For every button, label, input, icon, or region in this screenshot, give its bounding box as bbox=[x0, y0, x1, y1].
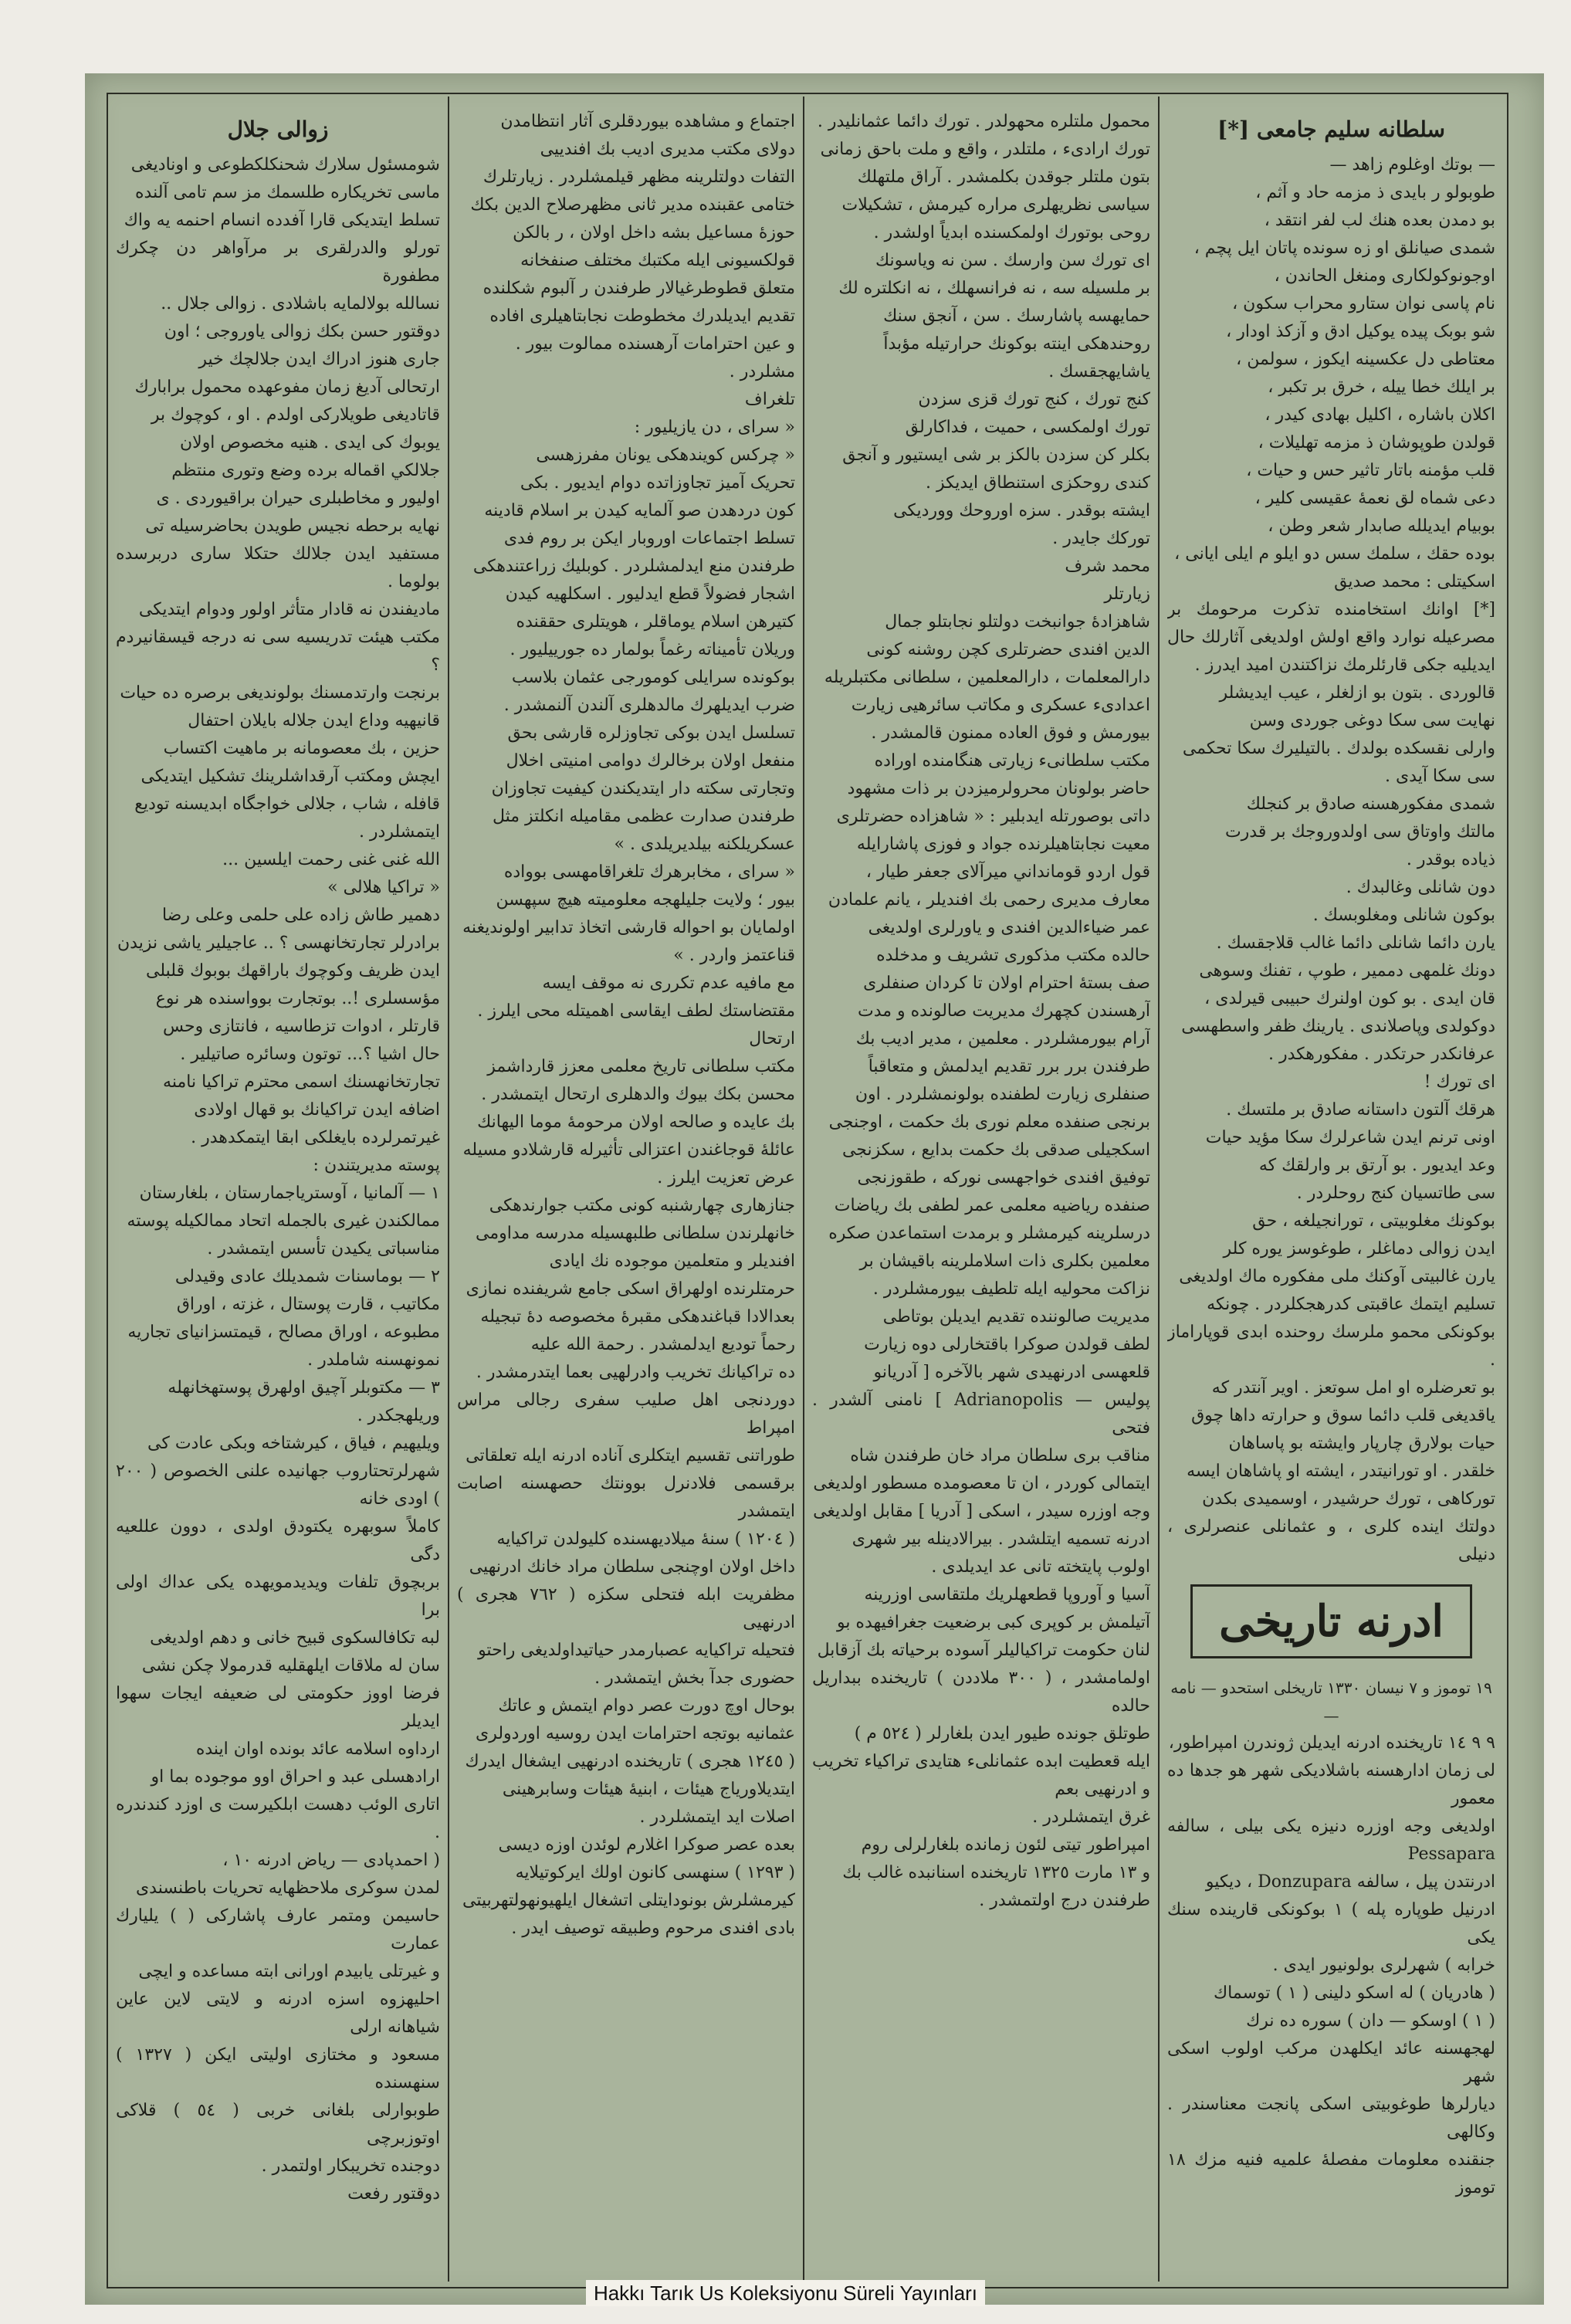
text-line: معارف مدیری رحمی بك افندیلر ، یانم علمادن bbox=[828, 890, 1150, 910]
text-line: بر ملسیله سه ، نه فرانسهلك ، نه انكلتره لك bbox=[838, 279, 1150, 298]
text-line: دون شانلی وغالبدك . bbox=[1346, 878, 1495, 897]
text-line: جلالکي اقماله برده وضع وتوری منتظم bbox=[171, 461, 440, 480]
text-line: شومسئول سلارك شحنکلکطوعی و اونادیغی bbox=[130, 155, 440, 174]
text-line: داخل اولان اوچنجی سلطان مراد خانك ادرنهیی bbox=[469, 1557, 795, 1577]
text-line: بیورمش و فوق العاده ممنون قالمشدر . bbox=[871, 723, 1150, 743]
text-line: فرضا اووز حکومتی لی ضعیفه ایجات سهوا ایدیلر bbox=[116, 1684, 440, 1731]
text-line: اشجار فضولاً قطع ایدلیور . اسکلهیه کیدن bbox=[505, 584, 795, 604]
column-4-text bbox=[812, 108, 1150, 1915]
text-line: بوبیام ایدیلله صابدار شعر وطن ، bbox=[1268, 517, 1495, 536]
column-rule bbox=[803, 97, 804, 2282]
text-line: قولدن طوپوشان ذ مزمه تهلیلات ، bbox=[1258, 433, 1495, 452]
text-line: دوقتور رفعت bbox=[347, 2184, 440, 2204]
text-line: اصلات اید ایتمشلردر . bbox=[639, 1807, 795, 1827]
text-line: حزین ، بك معصومانه بر ماهیت اکتساب bbox=[163, 739, 440, 758]
text-line: قلب مؤمنه باتار تاثیر حس و حیات ، bbox=[1246, 461, 1495, 480]
text-line: نزاکت محولیه ایله تلطیف بیورمشلردر . bbox=[872, 1279, 1150, 1299]
text-line: طرفندن منع ایدلمشلردر . کوبلیك زراعتندهکی bbox=[472, 557, 795, 576]
text-line: ادرنه تسمیه ایتلشدر . بیرالادینله بیر شهری bbox=[852, 1530, 1150, 1549]
text-line: قاتادیغی طویلارکی اولدم . او ، کوچوك بر bbox=[151, 405, 440, 425]
text-line: جاری هنوز ادراك ایدن جلالچك خیر bbox=[198, 350, 440, 369]
text-line: تورك اولمکسی ، حمیت ، فداکارلق bbox=[905, 418, 1150, 437]
text-line: ارادهسلی عبد و احراق اوو موجوده بما او bbox=[151, 1767, 440, 1787]
text-line: ارداوه اسلامه عائد بونده اوان اینده bbox=[195, 1740, 440, 1759]
text-line: دهمیر طاش زاده علی حلمی وعلی رضا bbox=[161, 906, 440, 925]
text-line: « سرای ، مخابرهرك تلغراقامهسی بوواده bbox=[503, 862, 795, 882]
text-line: ضرب ایدیلهرك مالدهلری آلندن آلنمشدر . bbox=[503, 696, 795, 715]
text-line: تلغراف bbox=[744, 390, 795, 409]
text-line: رحماً توديع ایدلمشدر . رحمة الله علیه bbox=[530, 1335, 795, 1354]
text-line: ارتحال bbox=[749, 1029, 795, 1049]
text-line: قلعهسی ادرنهیدی شهر بالآخره [ آدریانو bbox=[873, 1363, 1150, 1382]
text-line: لبه تکافالسکوی قبیح خانی و دهم اولدیغی bbox=[150, 1628, 440, 1648]
text-line: شمدی مفکورهسنه صادق بر کنجلك bbox=[1246, 794, 1495, 814]
column-2 bbox=[116, 108, 440, 2262]
text-line: مناسباتی یکیدن تأسس ایتمشدر . bbox=[207, 1239, 440, 1259]
text-line: کندی روحکزی استنطاق ایدیکز . bbox=[925, 473, 1150, 493]
text-line: ماسی تخریکاره طلسمك مز سم تامی آلنده bbox=[135, 183, 440, 202]
text-line: کاملاً سوبهره یکتودق اولدی ، دوون عللعیه دگی bbox=[116, 1517, 440, 1564]
text-line: مستفید ایدن جلالك حتکلا ساری دربرسده بولوما . bbox=[116, 544, 440, 591]
text-line: فتحیله تراکیایه عصبارمدر حیاتیداولدیغی راحتو bbox=[478, 1641, 795, 1660]
text-line: اولدیغی وجه اوزره دنیزه یکی بیلی ، سالفه Pessapara bbox=[1167, 1817, 1495, 1864]
text-line: خرابه ) شهرلری بولونیور ایدی . bbox=[1272, 1956, 1495, 1975]
text-line: مدیریت صالوننده تقدیم ایدیلن بوتاطی bbox=[882, 1307, 1150, 1326]
text-line: صنفده ریاضیه معلمی عمر لطفی بك ریاضات bbox=[834, 1196, 1150, 1215]
text-line: روحی بوتورك اولمكسنده ابدیاً اولشدر . bbox=[873, 223, 1150, 242]
edirne-history-subtitle: ١٩ توموز و ٧ نیسان ١٣٣٠ تاریخلی استحدو — نامه — bbox=[1170, 1679, 1492, 1725]
text-line: الله غنی غنی رحمت ایلسین ... bbox=[222, 850, 440, 869]
text-line: — بوتك اوغلوم زاهد — bbox=[1329, 155, 1495, 174]
text-line: جنقنده معلومات مفصلهٔ علمیه فنیه مزك ١٨ توموز bbox=[1167, 2150, 1495, 2197]
text-line: طوراتنی تقسیم ایتکلری آناده ادرنه ایله تعلقاتی bbox=[466, 1446, 795, 1465]
text-line: محسن بکك بیوك والدهلری ارتحال ایتمشدر . bbox=[481, 1085, 795, 1104]
text-line: سی سکا آیدی . bbox=[1384, 767, 1495, 786]
text-line: مکتب هیئت تدریسیه سی نه درجه قیسقانیردم ؟ bbox=[116, 628, 440, 675]
text-line: مع مافیه عدم تکرری نه موقف ایسه bbox=[542, 974, 795, 993]
text-line: بعدالادا قباغندهکی مقبرهٔ مخصوصه دهٔ تبجیله bbox=[480, 1307, 795, 1326]
column-5-text-b bbox=[1167, 1729, 1495, 2202]
text-line: طوبوارلی بلغانی خربی ( ٥٤ ) قلاکی اوتوزبرچی bbox=[116, 2101, 440, 2148]
text-line: ٣ — مکتوبلر آچیق اولهرق پوستهخانهله bbox=[168, 1378, 440, 1397]
text-line: مکتب سلطانیء زیارتی هنگامنده اوراده bbox=[874, 751, 1150, 771]
text-line: ده تراکیانك تخریب وادرلهیی بعما ایتدرمشدر . bbox=[476, 1363, 795, 1382]
text-line: ختامی عقبنده مدیر ثانی مظهرصلاح الدین بکك bbox=[470, 195, 795, 215]
text-line: افندیلر و متعلمین موجوده نك ایادی bbox=[549, 1252, 795, 1271]
text-line: کیرمشلرش بونودایتلی اتشغال ایلهیونهولتهربیتی bbox=[462, 1891, 795, 1910]
text-line: اولمامشدر ، ( ٣٠٠ ملاددن ) تاریخنده ببداریل حالده bbox=[812, 1668, 1150, 1716]
text-line: ٩ ٩ ١٤ تاریخنده ادرنه ایدیلن ژوندرن امپراطور، bbox=[1168, 1733, 1495, 1753]
text-line: برنجی صنفده معلم نوری بك حکمت ، اوجنجی bbox=[828, 1113, 1150, 1132]
text-line: و ١٣ مارت ١٣٢٥ تاریخنده اسنانبده غالب بك bbox=[842, 1863, 1150, 1882]
text-line: شهرلرتحتاروب جهانیده علنی الخصوص ( ٢٠٠ ) اودی خانه bbox=[116, 1462, 440, 1509]
text-line: بتون ملتلر جوقدن بکلمشدر . آراق ملتهلك bbox=[857, 168, 1150, 187]
text-line: عثمانیه بوتجه احترامات ایدن روسیه اوردولری bbox=[475, 1724, 795, 1743]
text-line: ممالکندن غیری بالجمله اتحاد ممالکیله پوسته bbox=[127, 1211, 440, 1231]
text-line: وتجارتی سکته دار ایتدیکندن کیفیت تجاوزان bbox=[491, 779, 795, 798]
text-line: اولوب پایتخته تانی عد ایدیلدی . bbox=[931, 1557, 1150, 1577]
text-line: نام پاسی نوان ستارو محراب سکون ، bbox=[1232, 294, 1495, 313]
text-line: احلیهزوه اسزه ادرنه و لایتی لاین عاین شیاهانه ارلی bbox=[116, 1990, 440, 2037]
text-line: بوحال اوچ دورت عصر دوام ایتمش و عاتك bbox=[498, 1696, 795, 1716]
column-3-text bbox=[457, 108, 795, 1943]
text-line: عائلهٔ قوجاغندن اعتزالی تأثیرله قارشلادو مسیله bbox=[462, 1140, 795, 1160]
column-5 bbox=[1167, 108, 1495, 2262]
text-line: ای تورك ! bbox=[1424, 1072, 1495, 1092]
text-line: عمر ضیاءالدین افندی و یاورلری اولدیغی bbox=[868, 918, 1150, 937]
text-line: ( ١ ) اوسکو — دان ) سوره ده نرك bbox=[1246, 2011, 1495, 2031]
text-line: لمدن سوکری ملاحظهایه تحریات باطنسندی bbox=[135, 1879, 440, 1898]
text-line: حوزهٔ مساعیل بشه داخل اولان ، ر بالكن bbox=[513, 223, 795, 242]
text-line: مسعود و مختازی اولیتی ایکن ( ١٣٢٧ ) سنهسنده bbox=[116, 2045, 440, 2092]
text-line: پوسته مدیریتندن : bbox=[313, 1156, 440, 1175]
text-line: اجتماع و مشاهده بیوردقلری آثار انتظامدن bbox=[500, 112, 795, 131]
text-line: لطف قولدن صوکرا باقتخارلی دوه زیارت bbox=[864, 1335, 1150, 1354]
text-line: یاشایهجقسك . bbox=[1048, 362, 1150, 381]
text-line: ذیاده بوقدر . bbox=[1406, 850, 1495, 869]
text-line: ٢ — بوماسنات شمدیلك عادی وقیدلی bbox=[174, 1267, 440, 1286]
text-line: زیارتلر bbox=[1104, 584, 1150, 604]
text-line: کنج تورك ، کنج تورك قزی سزدن bbox=[918, 390, 1150, 409]
text-line: « سرای ، دن یازیلیور : bbox=[634, 418, 795, 437]
text-line: یارن غالبیتی آوكنك ملی مفکوره ماك اولدیغی bbox=[1179, 1267, 1495, 1286]
text-line: التفات دولتلرینه مظهر قیلمشلردر . زیارتلرك bbox=[482, 168, 795, 187]
text-line: وریلان تأمیناته رغماً بولمار ده جورییلیور . bbox=[510, 640, 795, 659]
collection-footer-text: Hakkı Tarık Us Koleksiyonu Süreli Yayınları bbox=[586, 2280, 985, 2306]
text-line: قالوردی . بتون بو ازلغلر ، عیب ایدیشلر bbox=[1219, 683, 1495, 703]
text-line: نهایت سی سکا دوغی جوردی وسن bbox=[1249, 711, 1495, 730]
text-line: صف بستهٔ احترام اولان تا کردان صنفلری bbox=[863, 974, 1150, 993]
text-line: ادرنتدن پیل ، سالفه Donzupara ، دیکیو bbox=[1205, 1872, 1495, 1892]
text-line: خلقدر . او تورانیتدر ، ایشته او پاشاهان ایسه bbox=[1187, 1462, 1495, 1481]
text-line: سی طاتسیان کنج روحلردر . bbox=[1296, 1184, 1495, 1203]
text-line: بو دمدن بعده هنك لب لفر انتقد ، bbox=[1264, 211, 1495, 230]
text-line: آرهسندن کچهرك مدیریت صالونده و مدت bbox=[858, 1001, 1150, 1021]
text-line: حیات بولارق چارپار وایشته بو پاساهان bbox=[1228, 1434, 1495, 1453]
text-line: یاقدیغی قلب دائما سوق و حرارته داها چوق bbox=[1191, 1406, 1495, 1425]
column-4 bbox=[812, 108, 1150, 2262]
text-line: حاسیمن ومتمر عارف پاشارکی ( ) یلیارك عمارت bbox=[116, 1906, 440, 1953]
text-line: معلمین بکلری ذات اسلاملرینه باقیشان بر bbox=[859, 1252, 1150, 1271]
text-line: اوجونوکولکاری ومنغل الحاندن ، bbox=[1274, 266, 1495, 286]
text-line: الدین افندی حضرتلری کچن روشنه کونی bbox=[866, 640, 1150, 659]
text-line: اکلان باشاره ، اكلیل بهادی کیدر ، bbox=[1265, 405, 1495, 425]
text-line: محمول ملتلره محهولدر . تورك دائما عثمانلیدر . bbox=[817, 112, 1150, 131]
text-line: طرفندن برر برر تقدیم ایدلمش و متعاقباً bbox=[868, 1057, 1150, 1076]
text-line: بوکونده سرایلی کومورجی عثمان بلاسب bbox=[511, 668, 795, 687]
edirne-history-title: ادرنه تاریخی bbox=[1190, 1584, 1472, 1658]
text-line: نهایه برحطه نجیس طویدن بحاضرسیله تی bbox=[145, 517, 440, 536]
text-line: تورلو والدرلقری بر مرآواهر دن چکرك مطفورة bbox=[116, 239, 440, 286]
text-line: مکاتیب ، قارت پوستال ، غزته ، اوراق bbox=[176, 1295, 440, 1314]
text-line: درسلرینه کیرمشلر و برمدت استماعدن صکره bbox=[828, 1224, 1150, 1243]
text-line: تجارتخانهسنك اسمی محترم تراکیا نامنه bbox=[163, 1072, 440, 1092]
text-line: ایتدیلاوریاج هیئات ، ابنیهٔ هیئات وسابرهینی bbox=[502, 1780, 795, 1799]
text-line: حالده مکتب مذکوری تشریف و مدخلده bbox=[876, 946, 1150, 965]
column-3 bbox=[457, 108, 795, 2262]
text-line: یارن دائما شانلی دائما غالب قلاجقسك . bbox=[1216, 933, 1495, 953]
text-line: قول اردو قومانداني میرآلای جعفر طیار ، bbox=[865, 862, 1150, 882]
text-line: اونی ترنم ایدن شاعرلرك سکا مؤید حیات bbox=[1205, 1128, 1495, 1147]
text-line: « چرکس کویندهکی یونان مفرزهسی bbox=[536, 445, 795, 465]
text-line: و غیرتلی یابیدم اورانی ابته مساعده و ایچی bbox=[138, 1962, 440, 1981]
text-line: نمونهسنه شاملدر . bbox=[307, 1350, 440, 1370]
text-line: وعد ایدیور . بو آرتق بر وارلقك كه bbox=[1258, 1156, 1495, 1175]
text-line: ( ١٢٤٥ هجری ) تاریخنده ادرنهیی ایشغال ایدرك bbox=[465, 1752, 795, 1771]
column-5-text bbox=[1167, 151, 1495, 1569]
text-line: شمدی صیانلق او زه سونده پاتان ایل پچم ، bbox=[1193, 239, 1495, 258]
text-line: اولیور و مخاطبلری حیران براقیوردی . ی bbox=[156, 489, 440, 508]
text-line: ایشته بوقدر . سزه اوروحك ووردیكی bbox=[893, 501, 1150, 520]
text-line: شو بوبک پیده یوکیل ادق و آزكذ اودار ، bbox=[1226, 322, 1495, 341]
text-line: معتاطی دل عکسینه ایکوز ، سولمن ، bbox=[1236, 350, 1495, 369]
text-line: بوده حقك ، سلمك سس دو ایلو م ایلی ایانی ، bbox=[1174, 544, 1495, 564]
text-line: بر ایلك خطا ییله ، خرق بر تکبر ، bbox=[1268, 378, 1495, 397]
text-line: [*] اوانك استخامنده تذكرت مرحومك بر مصرعیله نوارد واقع اولش اولدیغی آثارلك حال ایدیلیه جكی قارئلرمك نزاكتندن امید ایدرز . bbox=[1167, 600, 1495, 675]
text-line: طوتلق جونده طیور ایدن بلغارلر ( ٥٢٤ م ) bbox=[854, 1724, 1150, 1743]
text-line: اسکیتلی : محمد صدیق bbox=[1334, 572, 1495, 591]
text-line: شاهزادهٔ جوانبخت دولتلو نجابتلو جمال bbox=[885, 612, 1150, 632]
text-line: ایدن ظریف وکوچوك باراقهك بوبوك قلبلی bbox=[146, 961, 440, 981]
text-line: عرض تعزیت ایلرز . bbox=[657, 1168, 795, 1187]
text-line: مطبوعه ، اوراق مصالح ، قیمتسزانیای تجاریه bbox=[127, 1323, 440, 1342]
text-line: تورکك جایدر . bbox=[1052, 529, 1150, 548]
text-line: پولیس — Adrianopolis ] نامنی آلشدر . فتحی bbox=[812, 1391, 1150, 1438]
text-line: برنجت وارتدمسنك بولوندیغی برصره ده حیات bbox=[120, 683, 440, 703]
text-line: دونك غلمهی دممیر ، طوپ ، تفنك وسوهی bbox=[1199, 961, 1495, 981]
text-line: امپراطور تیتی لئون زمانده بلغارلرلی روم bbox=[861, 1835, 1150, 1855]
column-2-text bbox=[116, 151, 440, 2208]
text-line: وریلهجکدر . bbox=[357, 1406, 440, 1425]
text-line: مشلردر . bbox=[729, 362, 795, 381]
text-line: بوکونك مغلوبیتی ، تورانجیلغه ، حق bbox=[1252, 1211, 1495, 1231]
text-line: دوقتور حسن بکك زوالی یاوروجی ؛ اون bbox=[164, 322, 440, 341]
text-line: ایدن زوالی دماغلر ، طوغوسز یوره كلر bbox=[1223, 1239, 1495, 1259]
text-line: داتی بوصورتله ایدبلیر : « شاهزاده حضرتلری bbox=[836, 807, 1150, 826]
text-line: بوکون شانلی ومغلوبسك . bbox=[1312, 906, 1495, 925]
text-line: آرام بیورمشلردر . معلمین ، مدیر ادیب بك bbox=[855, 1029, 1150, 1049]
text-line: مقتضاستك لطف ایقاسی اهمیتله محی ایلرز . bbox=[477, 1001, 795, 1021]
text-line: نسالله بولالمایه باشلادی . زوالی جلال .. bbox=[161, 294, 440, 313]
text-line: آتیلمش بر کوپری کبی برضعیت جغرافیهده بو bbox=[836, 1613, 1150, 1632]
text-line: بو تعرضلره او امل سوتعز . اویر آنتدر که bbox=[1211, 1378, 1495, 1397]
text-line: وارلی نقسکده بولدك . بالتیلیرك سکا تحکمی bbox=[1182, 739, 1495, 758]
text-line: معیت نجابتاهیلرنده جواد و فوزی پاشارایله bbox=[856, 835, 1150, 854]
text-line: مظفریت ابله فتحلی سکزه ( ٧٦٢ هجری ) ادرنهیی bbox=[457, 1585, 795, 1632]
text-line: طرفندن درج اولتمشدر . bbox=[979, 1891, 1150, 1910]
text-line: دعی شماه لق نعمهٔ عقیسی کلیر ، bbox=[1254, 489, 1495, 508]
text-line: ایتمشلردر . bbox=[358, 822, 440, 842]
text-line: تورك ارادیء ، ملتلدر ، واقع و ملت باحق زمانی bbox=[820, 140, 1150, 159]
text-line: بربچوق تلفات ویدیدمویهده یکی عداك اولی برا bbox=[116, 1573, 440, 1620]
text-line: حمایهسه پاشارسك . سن ، آنجق سنك bbox=[883, 307, 1150, 326]
text-line: خانهلرندن سلطانی طلبهسیله مدرسه مداومی bbox=[475, 1224, 795, 1243]
text-line: برادرلر تجارتخانهسی ؟ .. عاجیلیر یاشی نزیدن bbox=[117, 933, 440, 953]
text-line: ١ — آلمانیا ، آوستریاجمارستان ، بلغارستان bbox=[139, 1184, 440, 1203]
text-line: کون دردهدن صو آلمایه کیدن بر اسلام قادینه bbox=[484, 501, 795, 520]
text-line: مکتب سلطانی تاریخ معلمی معزز قارداشمز bbox=[487, 1057, 795, 1076]
text-line: حضوری جدآ بخش ایتمشدر . bbox=[594, 1668, 795, 1688]
text-line: ویلیهیم ، فیاق ، کیرشتاخه وبکی عادت کی bbox=[147, 1434, 440, 1453]
text-line: ( احمدپادی — ریاض ادرنه ١٠ ، bbox=[222, 1851, 440, 1870]
text-line: قناعتمز واردر . » bbox=[673, 946, 795, 965]
text-line: ( ١٢٠٤ ) سنهٔ میلادیهسنده کلیولدن تراکیایه bbox=[496, 1530, 795, 1549]
text-line: اتاری الوئب دهست ابلکیرست ی اوزد کندندره . bbox=[116, 1795, 440, 1842]
text-line: غیرتمرلرده بایغلکی ابقا ایتمکدهدر . bbox=[191, 1128, 440, 1147]
text-line: دوردنجی اهل صلیب سفری رجالی مراس امپراط bbox=[457, 1391, 795, 1438]
text-line: صنفلری زیارت لطفنده بولونمشلردر . اون bbox=[855, 1085, 1150, 1104]
text-line: هرقك آلتون داستانه صادق بر ملتسك . bbox=[1226, 1100, 1495, 1120]
text-line: تسلیم ایتمك عاقبتی کدرهجکلردر . چونکه bbox=[1207, 1295, 1495, 1314]
text-line: بیور ؛ ولایت جلیلهجه معلومیته هیچ سپهسن bbox=[496, 890, 795, 910]
text-line: حرمتلرنده اولهراق اسکی جامع شریفنده نمازی bbox=[466, 1279, 795, 1299]
text-line: اسکجیلی صدقی بك حکمت بدایع ، سکزنجی bbox=[841, 1140, 1150, 1160]
text-line: محمد شرف bbox=[1065, 557, 1150, 576]
text-line: آسیا و آوروپا قطعهلریك ملتقاسی اوزرینه bbox=[864, 1585, 1150, 1604]
text-line: مؤسسلری !.. بوتجارت بوواسنده هر نوع bbox=[155, 989, 440, 1008]
text-line: حاضر بولونان محرولرمیزدن بر ذات مشهود bbox=[847, 779, 1150, 798]
text-line: قان ایدی . بو کون اولنرك حبیبی قیرلدی ، bbox=[1204, 989, 1495, 1008]
text-line: « تراکیا هلالی » bbox=[327, 878, 440, 897]
text-line: سیاسی نظریهلری مراره کیرمش ، تشکیلات bbox=[841, 195, 1150, 215]
text-line: اولمایان بو احواله قارشی اتخاذ تدابیر اولوندیغنه bbox=[462, 918, 795, 937]
text-line: تحریک آمیز تجاوزاتده دوام ایدیور . بکی bbox=[520, 473, 795, 493]
text-line: دولتك اینده کلری ، و عثمانلی عنصرلری ، دنیلی bbox=[1167, 1517, 1495, 1564]
text-line: دولای مکتب مدیری ادیب بك افندییی bbox=[540, 140, 795, 159]
text-line: بك عایده و صالحه اولان مرحومهٔ موما الیهانك bbox=[477, 1113, 795, 1132]
text-line: ( ١٢٩٣ ) سنهسی کانون اولك ایرکوتیلایه bbox=[515, 1863, 795, 1882]
text-line: ای تورك سن وارسك . سن نه ویاسونك bbox=[875, 251, 1150, 270]
text-line: تورکاهی ، تورك حرشیدر ، اوسمیدی بکدن bbox=[1202, 1489, 1495, 1509]
text-line: کتیرهن اسلام یوماقلر ، هویتلری حققنده bbox=[516, 612, 795, 632]
text-line: بکلر كن سزدن بالکز بر شی ایستیور و آنجق bbox=[842, 445, 1150, 465]
text-line: دیارلرها طوغوبیتی اسکی پانجت معناسندر . وکالهی bbox=[1167, 2095, 1495, 2142]
text-line: یوبوك کی ایدی . هنیه مخصوص اولان bbox=[179, 433, 440, 452]
text-line: روحندهكی اینته بوکونك حرارتیله مؤبداً bbox=[883, 334, 1150, 354]
text-line: بعده عصر صوکرا اغلارم لوئدن اوزه دیسی bbox=[498, 1835, 795, 1855]
text-line: قولکسیونی ایله مکتبك مختلف صنفخانه bbox=[520, 251, 795, 270]
text-line: متعلق قطوطرغیالار طرفندن ر آلبوم شکلنده bbox=[482, 279, 795, 298]
text-line: و عین احترامات آرهسنده ممالوت بیور . bbox=[515, 334, 795, 354]
text-line: تسلسل ایدن بوکی تجاوزلره قارشی بحق bbox=[507, 723, 795, 743]
text-line: بوکونکی محمو ملرسك روحنده ابدی قوپاراماز . bbox=[1167, 1323, 1495, 1370]
text-line: دارالمعلمات ، دارالمعلمین ، سلطانی مکتبلریله bbox=[824, 668, 1150, 687]
text-line: منفعل اولان برخالرك دوامی امنیتی اخلال bbox=[506, 751, 795, 771]
text-line: ایچش ومکتب آرقداشلرینك تشکیل ایتدیکی bbox=[141, 767, 440, 786]
column-rule bbox=[448, 97, 449, 2282]
text-line: تسلط ایتدیکی قارا آفدده انسام احنمه یه واك bbox=[124, 211, 440, 230]
text-line: تسلط اجتماعات اوروبار ایکن بر روم فدی bbox=[503, 529, 795, 548]
text-line: توفیق افندی خواجهسی نورکه ، طقوزنجی bbox=[857, 1168, 1150, 1187]
text-line: جنازهاری چهارشنبه کونی مکتب جوارندهکی bbox=[489, 1196, 795, 1215]
text-line: مادیفندن نه قادار متأثر اولور ودوام ایتدیکی bbox=[138, 600, 440, 619]
collection-watermark bbox=[0, 2282, 1571, 2305]
text-line: وجه اوزره سیدر ، اسکی [ آدریا ] مقابل اولدیغی bbox=[813, 1502, 1150, 1521]
text-line: ادرنیل طوپاره پله ) ١ بوکونکی قارینده سنك یکی bbox=[1167, 1900, 1495, 1947]
text-line: دوکولدی وپاصلاندی . یارینك ظفر واسطهسی bbox=[1181, 1017, 1495, 1036]
text-line: دوجنده تخریبکار اولتمدر . bbox=[261, 2156, 440, 2176]
text-line: بادی افندی مرحوم وطبیقه توصیف ایدر . bbox=[511, 1919, 795, 1938]
text-line: تقدیم ایدیلدرك مخطوطت نجابتاهیلرى افاده bbox=[489, 307, 795, 326]
text-line: مالتك واوتاق سی اولدوروجك بر قدرت bbox=[1224, 822, 1495, 842]
text-line: ایله قعطیت ابده عثمانلیء هتایدی تراکیاء تخریب و ادرنهیی بعم bbox=[812, 1752, 1150, 1799]
text-line: قارتلر ، ادوات تزطاسیه ، فانتازی وحس bbox=[162, 1017, 440, 1036]
text-line: اضافه ایدن تراکیانك بو قهال اولادی bbox=[194, 1100, 440, 1120]
poem-title: سلطانه سلیم جامعی [*] bbox=[1217, 117, 1445, 142]
text-line: لنان حکومت تراکیالیلر آسوده برحياته بك آزقابل bbox=[817, 1641, 1150, 1660]
text-line: ایتمالی کوردر ، ان تا معصومده مسطور اولدیغی bbox=[813, 1474, 1150, 1493]
text-line: مناقب بری سلطان مراد خان طرفندن شاه bbox=[850, 1446, 1150, 1465]
text-line: اعدادیء عسکری و مکاتب سائرهیی زیارت bbox=[851, 696, 1150, 715]
text-line: غرق ایتمشلردر . bbox=[1032, 1807, 1150, 1827]
text-line: قافله ، شاب ، جلالی خواجگاه ابدیسنه تودیع bbox=[134, 794, 440, 814]
text-line: قانیهیه وداع ایدن جلاله بایلان احتفال bbox=[188, 711, 440, 730]
text-line: طوبولو ر بایدی ذ مزمه حاد و آثم ، bbox=[1255, 183, 1495, 202]
column-rule bbox=[1158, 97, 1160, 2282]
text-line: حال اشیا ؟... توتون وسائره صاتیلیر . bbox=[180, 1045, 440, 1064]
text-line: طرفندن صدارت عظمی مقامیله انکلتز مثل bbox=[492, 807, 795, 826]
text-line: برقسمی فلادنرل بوونتك حصهسنه اصابت ایتمشدر bbox=[457, 1474, 795, 1521]
text-line: لی زمان ادارهسنه باشلادیکی شهر هو جدها ده معمور bbox=[1167, 1761, 1495, 1808]
text-line: ارتحالی آدیغ زمان مفوعهده محمول برابارك bbox=[134, 378, 440, 397]
text-line: عرفانکدر حرتکدر . مفکورهکدر . bbox=[1268, 1045, 1495, 1064]
text-line: عسکریلکنه بیلدیریلدی . » bbox=[614, 835, 795, 854]
text-line: ( هادریان ) له اسکو دلینی ( ١ ) توسماك bbox=[1214, 1984, 1495, 2003]
text-line: سان له ملاقات ایلهقلیه قدرمولا چکن نشی bbox=[141, 1656, 440, 1675]
text-line: لهجهسنه عائد ایکلهدن مرکب اولوب اسکی شهر bbox=[1167, 2039, 1495, 2086]
article-title-zavalli-celal: زوالی جلال bbox=[227, 117, 329, 142]
